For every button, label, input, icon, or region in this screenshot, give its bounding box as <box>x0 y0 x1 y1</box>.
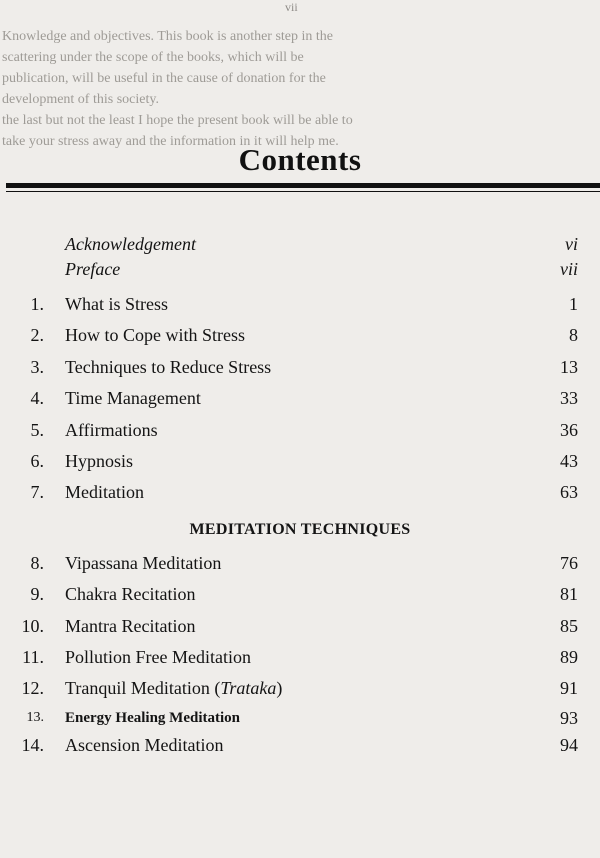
toc-entry-number: 7. <box>30 482 44 502</box>
toc-entry-label: Hypnosis <box>65 451 134 471</box>
toc-entry-number: 2. <box>30 325 44 345</box>
toc-entry-page: 94 <box>560 735 578 755</box>
toc-entry-number: 12. <box>21 678 44 698</box>
toc-entry-page: 93 <box>560 708 578 728</box>
toc-entry-label: Meditation <box>65 482 144 502</box>
toc-entry-chapter[interactable] <box>0 357 600 383</box>
toc-entry-page: 8 <box>569 325 578 345</box>
toc-entry-label-italic: Trataka <box>220 678 277 698</box>
toc-entry-number: 4. <box>30 388 44 408</box>
toc-entry-chapter[interactable] <box>0 647 600 673</box>
toc-entry-label: Chakra Recitation <box>65 584 196 604</box>
toc-entry-label: Ascension Meditation <box>65 735 224 755</box>
page-mark: vii <box>285 0 298 14</box>
toc-entry-page: 33 <box>560 388 578 408</box>
toc-entry-acknowledgement[interactable] <box>0 234 600 260</box>
toc-entry-label: Techniques to Reduce Stress <box>65 357 272 377</box>
toc-entry-label: What is Stress <box>65 294 168 314</box>
toc-entry-chapter[interactable] <box>0 420 600 446</box>
section-heading: MEDITATION TECHNIQUES <box>189 521 411 538</box>
toc-entry-chapter[interactable] <box>0 553 600 579</box>
toc-entry-label: Time Management <box>65 388 201 408</box>
bleed-line: take your stress away and the information in it will help me. <box>2 134 339 149</box>
toc-entry-chapter[interactable] <box>0 616 600 642</box>
bleed-through-text <box>2 26 600 152</box>
toc-entry-number: 14. <box>21 735 44 755</box>
bleed-line: development of this society. <box>2 92 159 107</box>
toc-entry-page: 63 <box>560 482 578 502</box>
toc-entry-label <box>65 678 282 699</box>
bleed-line: the last but not the least I hope the present book will be able to <box>2 113 353 128</box>
toc-entry-number: 5. <box>30 420 44 440</box>
toc-entry-chapter[interactable] <box>0 678 600 704</box>
toc-entry-number: 10. <box>21 616 44 636</box>
toc-entry-label: Affirmations <box>65 420 158 440</box>
title-rule-thin <box>6 191 600 192</box>
toc-entry-number: 11. <box>22 647 44 667</box>
toc-entry-chapter[interactable] <box>0 451 600 477</box>
toc-entry-label: Preface <box>65 259 121 279</box>
toc-entry-page: 91 <box>560 678 578 698</box>
toc-entry-page: 36 <box>560 420 578 440</box>
toc-entry-label: How to Cope with Stress <box>65 325 245 345</box>
toc-entry-number: 3. <box>30 357 44 377</box>
toc-entry-chapter[interactable] <box>0 388 600 414</box>
toc-entry-number: 13. <box>26 710 44 725</box>
bleed-line: scattering under the scope of the books, which will be <box>2 50 304 65</box>
toc-entry-page: 76 <box>560 553 578 573</box>
toc-entry-page: 85 <box>560 616 578 636</box>
toc-entry-label: Acknowledgement <box>65 234 196 254</box>
toc-entry-number: 8. <box>30 553 44 573</box>
toc-entry-number: 6. <box>30 451 44 471</box>
toc-entry-chapter[interactable] <box>0 708 600 734</box>
toc-entry-chapter[interactable] <box>0 482 600 508</box>
bleed-line: Knowledge and objectives. This book is another step in the <box>2 29 334 44</box>
toc-entry-number: 9. <box>30 584 44 604</box>
toc-entry-label-text: Tranquil Meditation ( <box>65 678 221 698</box>
toc-entry-page: 89 <box>560 647 578 667</box>
toc-entry-page: vi <box>565 234 578 254</box>
toc-entry-page: 13 <box>560 357 578 377</box>
toc-entry-page: vii <box>560 259 578 279</box>
toc-entry-label: Mantra Recitation <box>65 616 196 636</box>
toc-entry-label: Energy Healing Meditation <box>65 710 240 726</box>
toc-entry-chapter[interactable] <box>0 584 600 610</box>
toc-entry-label-tail: ) <box>276 678 283 698</box>
toc-entry-page: 1 <box>569 294 578 314</box>
toc-entry-number: 1. <box>30 294 44 314</box>
title-rule-thick <box>6 183 600 188</box>
bleed-line: publication, will be useful in the cause of donation for the <box>2 71 326 86</box>
toc-entry-label: Vipassana Meditation <box>65 553 222 573</box>
toc-entry-page: 43 <box>560 451 578 471</box>
toc-entry-chapter[interactable] <box>0 294 600 320</box>
toc-entry-preface[interactable] <box>0 259 600 285</box>
toc-entry-chapter[interactable] <box>0 325 600 351</box>
page-title: Contents <box>238 142 362 177</box>
toc-entry-label: Pollution Free Meditation <box>65 647 251 667</box>
toc-entry-chapter[interactable] <box>0 735 600 761</box>
toc-entry-page: 81 <box>560 584 578 604</box>
